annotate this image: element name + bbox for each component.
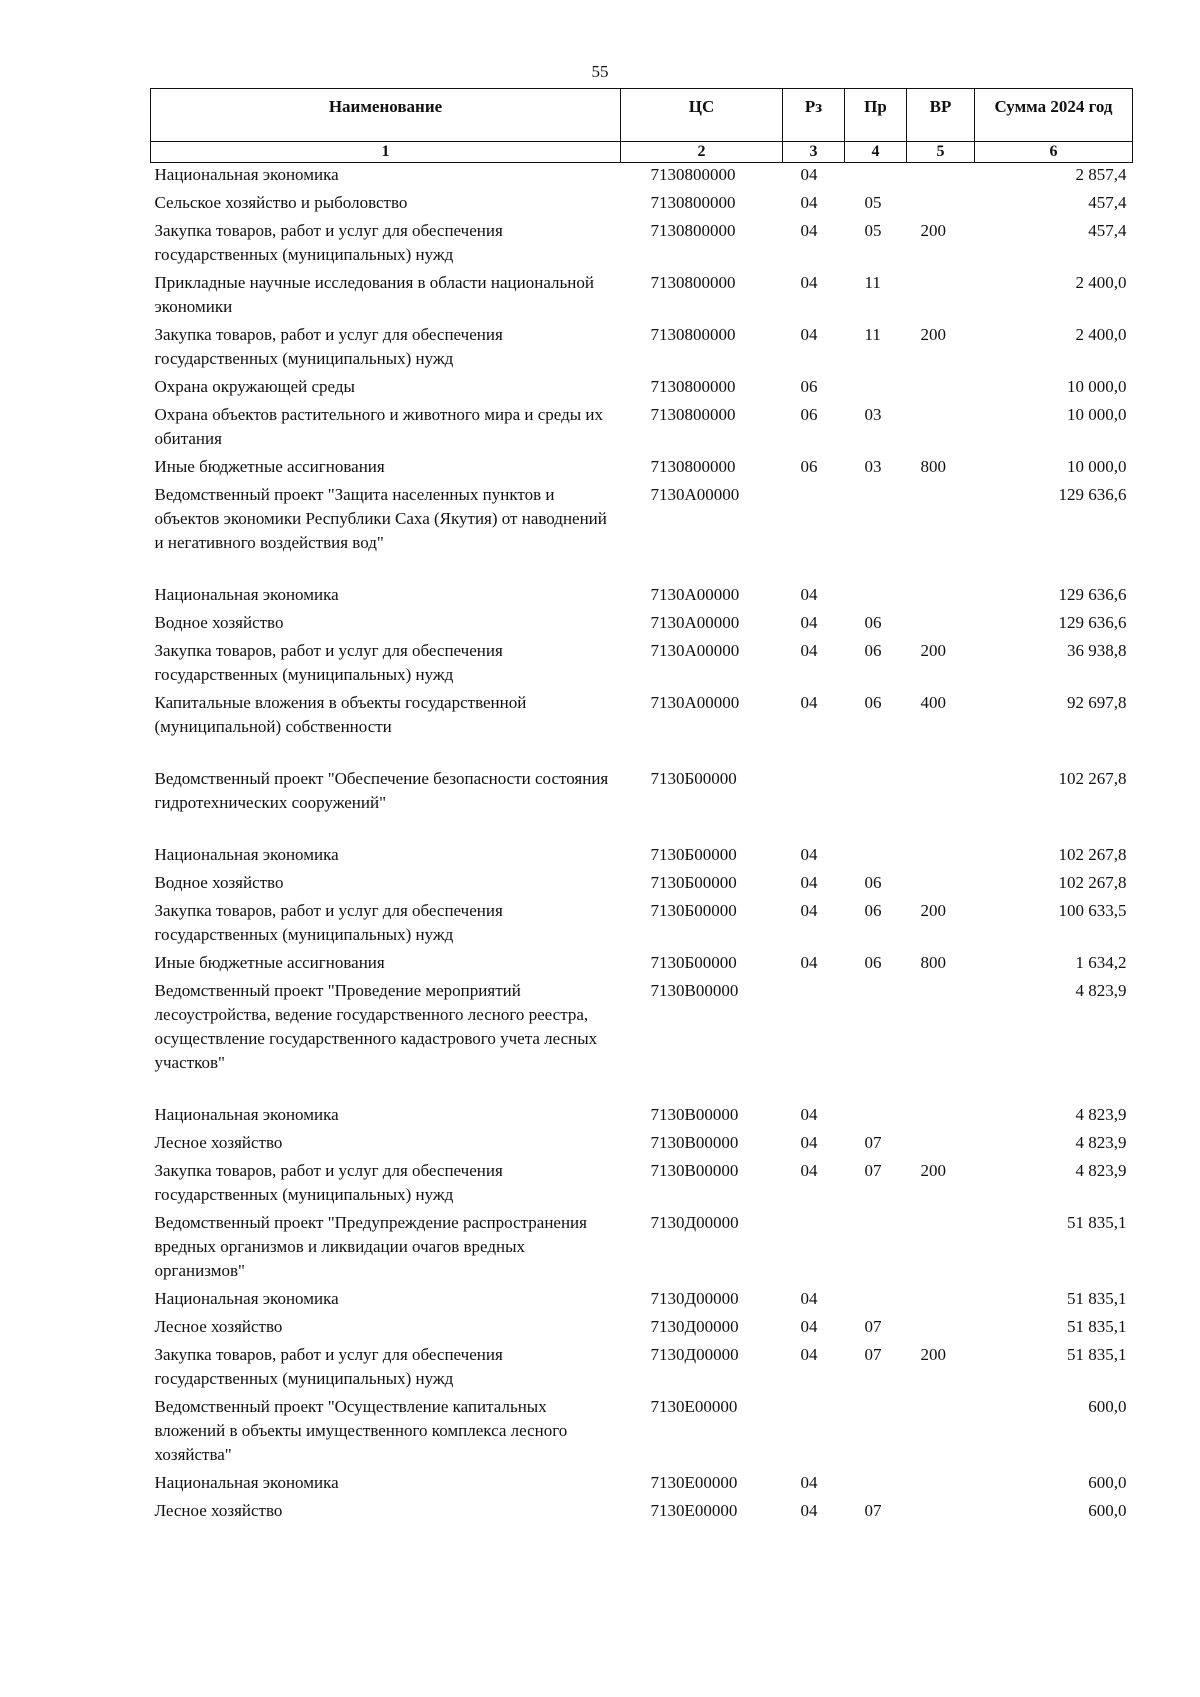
row-vr-code: 200 (920, 221, 946, 240)
row-sum: 600,0 (1088, 1473, 1127, 1492)
row-pr-code: 11 (864, 273, 881, 292)
row-cs-code: 7130Д00000 (650, 1213, 739, 1232)
row-name: Охрана объектов растительного и животного мира и среды их обитания (154, 405, 604, 448)
row-cs-code: 7130В00000 (650, 1161, 739, 1180)
row-pr-code: 11 (864, 325, 881, 344)
row-vr-code (907, 871, 975, 899)
row-name: Лесное хозяйство (154, 1501, 283, 1520)
row-sum: 129 636,6 (1058, 585, 1127, 604)
row-vr-code (907, 1315, 975, 1343)
row-vr-code (907, 271, 975, 323)
row-rz-code: 04 (800, 1317, 818, 1336)
row-cs-code: 7130800000 (650, 193, 736, 212)
row-rz-code (783, 1211, 845, 1287)
row-rz-code: 04 (800, 641, 818, 660)
row-sum: 51 835,1 (1067, 1317, 1127, 1336)
row-sum: 4 823,9 (1075, 1133, 1127, 1152)
row-cs-code: 7130В00000 (650, 1133, 739, 1152)
header-rz: Рз (783, 89, 845, 142)
table-header-row (151, 89, 1133, 142)
table-row (151, 163, 1133, 192)
row-sum: 457,4 (1088, 221, 1127, 240)
row-pr-code: 07 (864, 1501, 882, 1520)
page-number: 55 (591, 62, 609, 81)
row-name: Капитальные вложения в объекты государственной (муниципальной) собственности (154, 693, 527, 736)
row-sum: 92 697,8 (1067, 693, 1127, 712)
row-cs-code: 7130А00000 (650, 613, 740, 632)
row-name: Сельское хозяйство и рыболовство (154, 193, 408, 212)
row-sum: 36 938,8 (1067, 641, 1127, 660)
row-rz-code: 04 (800, 325, 818, 344)
row-vr-code (907, 1395, 975, 1471)
row-sum: 51 835,1 (1067, 1345, 1127, 1364)
table-row (151, 403, 1133, 455)
table-row (151, 1499, 1133, 1527)
row-cs-code: 7130800000 (650, 405, 736, 424)
row-cs-code: 7130Б00000 (650, 901, 737, 920)
row-sum: 600,0 (1088, 1397, 1127, 1416)
row-cs-code: 7130800000 (650, 221, 736, 240)
row-vr-code (907, 979, 975, 1103)
table-row (151, 1315, 1133, 1343)
row-name: Закупка товаров, работ и услуг для обеспечения государственных (муниципальных) нужд (154, 901, 503, 944)
row-name: Национальная экономика (154, 1105, 339, 1124)
row-rz-code: 04 (800, 1473, 818, 1492)
row-name: Закупка товаров, работ и услуг для обеспечения государственных (муниципальных) нужд (154, 1345, 503, 1388)
row-vr-code (907, 191, 975, 219)
row-sum: 51 835,1 (1067, 1289, 1127, 1308)
row-rz-code: 04 (800, 1161, 818, 1180)
table-column-numbers-row (151, 142, 1133, 163)
row-cs-code: 7130Д00000 (650, 1317, 739, 1336)
row-pr-code (845, 767, 907, 843)
row-vr-code (907, 1103, 975, 1131)
row-cs-code: 7130А00000 (650, 585, 740, 604)
row-pr-code (845, 1471, 907, 1499)
table-row (151, 951, 1133, 979)
row-pr-code: 07 (864, 1133, 882, 1152)
row-vr-code (907, 483, 975, 583)
row-vr-code (907, 583, 975, 611)
row-vr-code: 200 (920, 1161, 946, 1180)
row-name: Ведомственный проект "Проведение мероприятий лесоустройства, ведение государственного лесного реестра, осуществление государственного кадастрового учета лесных участков" (154, 981, 598, 1072)
row-vr-code: 200 (920, 641, 946, 660)
table-row (151, 483, 1133, 583)
table-row (151, 1287, 1133, 1315)
row-name: Ведомственный проект "Осуществление капитальных вложений в объекты имущественного комплекса лесного хозяйства" (154, 1397, 568, 1464)
row-pr-code (845, 483, 907, 583)
header-name: Наименование (151, 89, 621, 142)
budget-table (150, 88, 1133, 1527)
column-number: 2 (621, 142, 783, 163)
row-sum: 10 000,0 (1067, 377, 1127, 396)
header-pr: Пр (845, 89, 907, 142)
row-rz-code: 06 (800, 405, 818, 424)
table-row (151, 899, 1133, 951)
row-rz-code: 04 (800, 845, 818, 864)
row-pr-code: 06 (864, 641, 882, 660)
row-name: Закупка товаров, работ и услуг для обеспечения государственных (муниципальных) нужд (154, 325, 503, 368)
row-cs-code: 7130А00000 (650, 641, 740, 660)
row-name: Национальная экономика (154, 845, 339, 864)
row-pr-code: 05 (864, 193, 882, 212)
row-rz-code (783, 979, 845, 1103)
row-rz-code: 06 (800, 457, 818, 476)
row-name: Лесное хозяйство (154, 1133, 283, 1152)
row-pr-code (845, 1287, 907, 1315)
row-name: Закупка товаров, работ и услуг для обеспечения государственных (муниципальных) нужд (154, 1161, 503, 1204)
row-cs-code: 7130800000 (650, 165, 736, 184)
row-rz-code (783, 1395, 845, 1471)
table-row (151, 323, 1133, 375)
row-sum: 1 634,2 (1075, 953, 1127, 972)
row-sum: 2 400,0 (1075, 273, 1127, 292)
table-row (151, 219, 1133, 271)
row-sum: 102 267,8 (1058, 845, 1127, 864)
table-row (151, 843, 1133, 871)
row-pr-code: 06 (864, 873, 882, 892)
table-row (151, 191, 1133, 219)
row-rz-code: 04 (800, 585, 818, 604)
row-pr-code: 06 (864, 693, 882, 712)
row-rz-code: 04 (800, 873, 818, 892)
row-pr-code (845, 163, 907, 192)
row-cs-code: 7130800000 (650, 273, 736, 292)
row-name: Прикладные научные исследования в области национальной экономики (154, 273, 594, 316)
row-name: Лесное хозяйство (154, 1317, 283, 1336)
row-vr-code (907, 1131, 975, 1159)
row-cs-code: 7130В00000 (650, 1105, 739, 1124)
row-cs-code: 7130Б00000 (650, 845, 737, 864)
row-rz-code: 04 (800, 273, 818, 292)
column-number: 3 (783, 142, 845, 163)
table-row (151, 455, 1133, 483)
row-sum: 10 000,0 (1067, 457, 1127, 476)
row-rz-code: 04 (800, 165, 818, 184)
row-cs-code: 7130800000 (650, 457, 736, 476)
row-vr-code (907, 1471, 975, 1499)
row-cs-code: 7130Д00000 (650, 1289, 739, 1308)
row-vr-code (907, 375, 975, 403)
row-name: Ведомственный проект "Предупреждение распространения вредных организмов и ликвидации очагов вредных организмов" (154, 1213, 587, 1280)
row-name: Охрана окружающей среды (154, 377, 355, 396)
row-cs-code: 7130Б00000 (650, 953, 737, 972)
row-sum: 2 857,4 (1075, 165, 1127, 184)
row-pr-code (845, 843, 907, 871)
row-rz-code: 06 (800, 377, 818, 396)
row-rz-code: 04 (800, 193, 818, 212)
header-vr: ВР (907, 89, 975, 142)
row-rz-code: 04 (800, 901, 818, 920)
row-rz-code: 04 (800, 1105, 818, 1124)
row-vr-code (907, 163, 975, 192)
table-row (151, 1343, 1133, 1395)
row-rz-code: 04 (800, 953, 818, 972)
row-vr-code: 800 (920, 953, 946, 972)
row-pr-code (845, 1103, 907, 1131)
row-name: Национальная экономика (154, 585, 339, 604)
table-row (151, 1395, 1133, 1471)
row-name: Ведомственный проект "Обеспечение безопасности состояния гидротехнических сооружений" (154, 769, 609, 812)
row-sum: 129 636,6 (1058, 613, 1127, 632)
row-sum: 100 633,5 (1058, 901, 1127, 920)
row-pr-code: 06 (864, 953, 882, 972)
row-vr-code: 800 (920, 457, 946, 476)
row-sum: 129 636,6 (1058, 485, 1127, 504)
row-rz-code: 04 (800, 221, 818, 240)
column-number: 4 (845, 142, 907, 163)
row-name: Национальная экономика (154, 1473, 339, 1492)
row-vr-code: 200 (920, 901, 946, 920)
row-rz-code: 04 (800, 1501, 818, 1520)
row-rz-code (783, 767, 845, 843)
row-pr-code: 06 (864, 613, 882, 632)
row-cs-code: 7130А00000 (650, 485, 740, 504)
row-pr-code: 03 (864, 457, 882, 476)
row-vr-code (907, 403, 975, 455)
row-cs-code: 7130800000 (650, 325, 736, 344)
row-pr-code (845, 583, 907, 611)
row-cs-code: 7130Б00000 (650, 873, 737, 892)
table-row (151, 871, 1133, 899)
table-row (151, 691, 1133, 767)
row-cs-code: 7130Е00000 (650, 1397, 738, 1416)
table-row (151, 1103, 1133, 1131)
table-row (151, 1211, 1133, 1287)
table-body (151, 163, 1133, 1528)
row-vr-code (907, 1499, 975, 1527)
row-rz-code: 04 (800, 1345, 818, 1364)
row-sum: 4 823,9 (1075, 1161, 1127, 1180)
column-number: 6 (975, 142, 1133, 163)
table-row (151, 767, 1133, 843)
row-pr-code: 05 (864, 221, 882, 240)
row-name: Иные бюджетные ассигнования (154, 953, 385, 972)
table-row (151, 1159, 1133, 1211)
row-name: Водное хозяйство (154, 613, 284, 632)
row-name: Ведомственный проект "Защита населенных пунктов и объектов экономики Республики Саха (Якутия) от наводнений и негативного воздействия вод" (154, 485, 607, 552)
header-sum: Сумма 2024 год (975, 89, 1133, 142)
row-sum: 10 000,0 (1067, 405, 1127, 424)
row-pr-code: 03 (864, 405, 882, 424)
row-name: Национальная экономика (154, 1289, 339, 1308)
column-number: 5 (907, 142, 975, 163)
column-number: 1 (151, 142, 621, 163)
row-cs-code: 7130Е00000 (650, 1501, 738, 1520)
row-cs-code: 7130В00000 (650, 981, 739, 1000)
row-name: Иные бюджетные ассигнования (154, 457, 385, 476)
row-sum: 102 267,8 (1058, 769, 1127, 788)
row-sum: 2 400,0 (1075, 325, 1127, 344)
row-cs-code: 7130Д00000 (650, 1345, 739, 1364)
table-row (151, 979, 1133, 1103)
row-rz-code: 04 (800, 1133, 818, 1152)
row-cs-code: 7130Б00000 (650, 769, 737, 788)
row-cs-code: 7130800000 (650, 377, 736, 396)
row-sum: 457,4 (1088, 193, 1127, 212)
row-rz-code: 04 (800, 693, 818, 712)
row-vr-code (907, 843, 975, 871)
table-row (151, 271, 1133, 323)
row-sum: 51 835,1 (1067, 1213, 1127, 1232)
table-row (151, 639, 1133, 691)
row-pr-code: 07 (864, 1161, 882, 1180)
header-cs: ЦС (621, 89, 783, 142)
row-vr-code: 200 (920, 325, 946, 344)
row-sum: 4 823,9 (1075, 1105, 1127, 1124)
row-rz-code: 04 (800, 1289, 818, 1308)
row-pr-code (845, 1211, 907, 1287)
table-row (151, 583, 1133, 611)
table-row (151, 375, 1133, 403)
row-vr-code (907, 611, 975, 639)
row-sum: 4 823,9 (1075, 981, 1127, 1000)
row-vr-code: 400 (920, 693, 946, 712)
row-pr-code: 07 (864, 1345, 882, 1364)
row-cs-code: 7130А00000 (650, 693, 740, 712)
row-sum: 600,0 (1088, 1501, 1127, 1520)
row-vr-code (907, 1287, 975, 1315)
row-name: Закупка товаров, работ и услуг для обеспечения государственных (муниципальных) нужд (154, 641, 503, 684)
row-rz-code: 04 (800, 613, 818, 632)
row-vr-code (907, 1211, 975, 1287)
row-cs-code: 7130Е00000 (650, 1473, 738, 1492)
row-name: Национальная экономика (154, 165, 339, 184)
table-row (151, 611, 1133, 639)
row-pr-code (845, 1395, 907, 1471)
row-pr-code: 06 (864, 901, 882, 920)
row-name: Закупка товаров, работ и услуг для обеспечения государственных (муниципальных) нужд (154, 221, 503, 264)
table-row (151, 1471, 1133, 1499)
row-rz-code (783, 483, 845, 583)
row-vr-code (907, 767, 975, 843)
table-row (151, 1131, 1133, 1159)
row-name: Водное хозяйство (154, 873, 284, 892)
row-pr-code (845, 375, 907, 403)
row-vr-code: 200 (920, 1345, 946, 1364)
row-pr-code: 07 (864, 1317, 882, 1336)
row-pr-code (845, 979, 907, 1103)
row-sum: 102 267,8 (1058, 873, 1127, 892)
